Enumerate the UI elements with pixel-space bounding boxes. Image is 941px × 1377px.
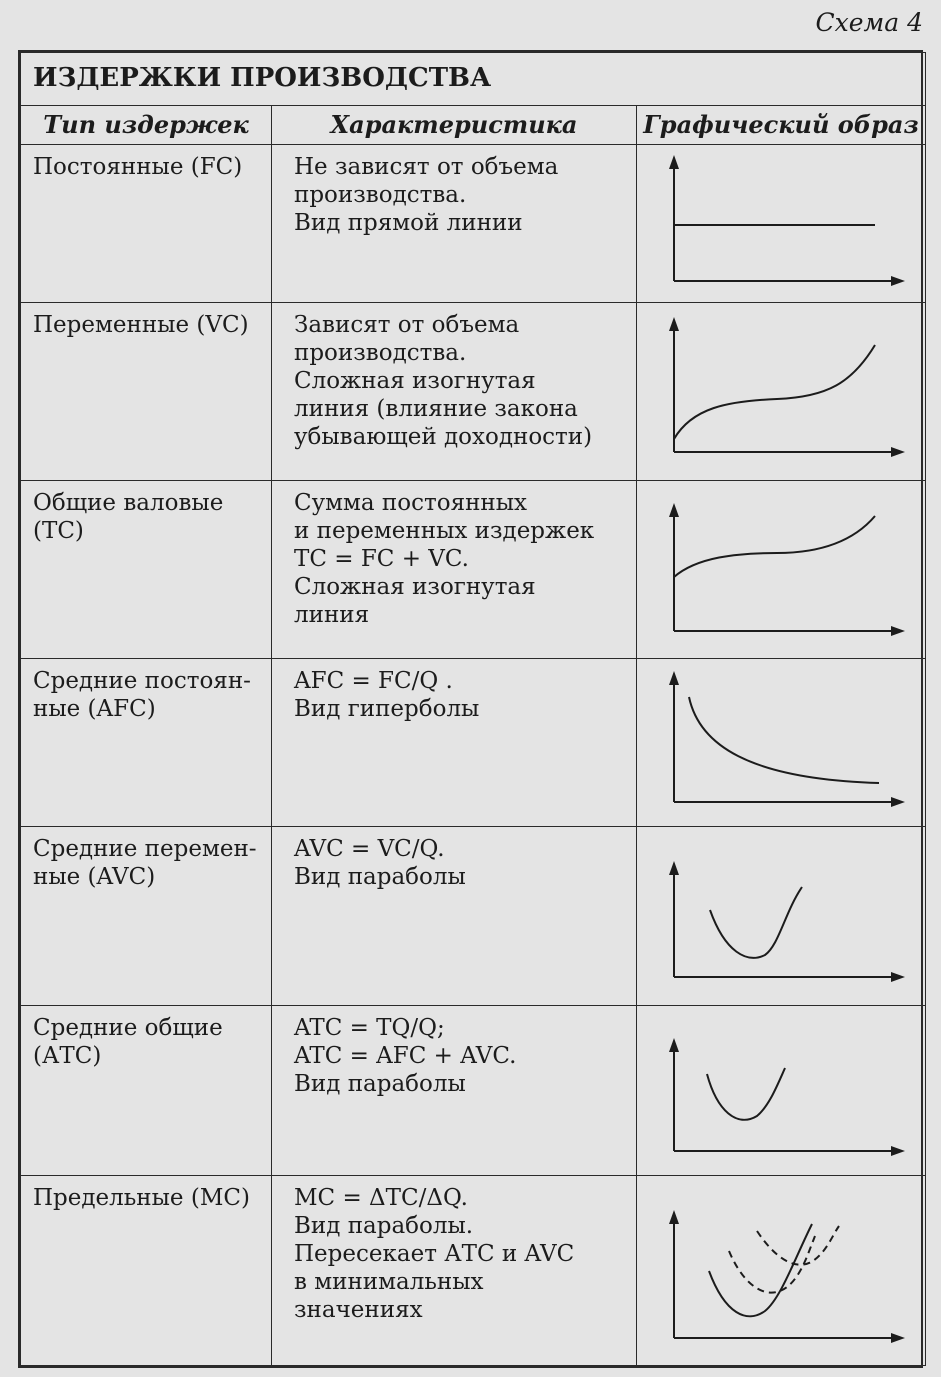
char-line: MC = ΔTC/ΔQ.	[294, 1184, 468, 1211]
y-arrow	[669, 317, 679, 331]
y-arrow	[669, 861, 679, 875]
type-line: (АТС)	[33, 1042, 102, 1069]
y-arrow	[669, 503, 679, 517]
type-cell	[21, 481, 272, 659]
char-line: Не зависят от объема	[294, 154, 559, 181]
x-arrow	[891, 972, 905, 982]
graph-cell	[637, 1175, 926, 1365]
tc-curve	[674, 516, 875, 577]
table-row	[21, 827, 926, 1005]
tc-graph	[637, 481, 926, 657]
characteristic-cell	[272, 827, 637, 1005]
char-line: TC = FC + VC.	[294, 546, 469, 573]
char-line: AVC = VC/Q.	[294, 836, 445, 863]
type-line: Предельные (МС)	[33, 1184, 250, 1211]
table-row	[21, 659, 926, 827]
char-line: в минимальных	[294, 1268, 484, 1295]
y-arrow	[669, 671, 679, 685]
char-line: линия (влияние закона	[294, 396, 578, 423]
x-arrow	[891, 626, 905, 636]
atc-graph	[637, 1006, 926, 1174]
vc-curve	[674, 345, 875, 439]
characteristic-cell	[272, 145, 637, 303]
graph-cell	[637, 827, 926, 1005]
char-line: значениях	[294, 1296, 423, 1323]
characteristic-cell	[272, 1005, 637, 1175]
char-line: Вид параболы	[294, 1070, 466, 1097]
y-arrow	[669, 1038, 679, 1052]
char-line: и переменных издержек	[294, 518, 595, 545]
x-arrow	[891, 1333, 905, 1343]
y-arrow	[669, 155, 679, 169]
char-line: AFC = FC/Q .	[294, 668, 453, 695]
avc-graph	[637, 827, 926, 1003]
characteristic-cell	[272, 481, 637, 659]
type-cell	[21, 827, 272, 1005]
costs-table	[18, 50, 923, 1368]
type-cell	[21, 1005, 272, 1175]
x-arrow	[891, 447, 905, 457]
table-row	[21, 481, 926, 659]
graph-cell	[637, 303, 926, 481]
type-cell	[21, 145, 272, 303]
afc-graph	[637, 659, 926, 825]
vc-graph	[637, 303, 926, 479]
type-line: (ТС)	[33, 518, 84, 545]
type-line: ные (AVC)	[33, 864, 156, 891]
type-line: Средние общие	[33, 1014, 223, 1041]
mc-curve	[709, 1224, 812, 1316]
type-cell	[21, 1175, 272, 1365]
char-line: Пересекает АТС и AVC	[294, 1240, 575, 1267]
char-line: производства.	[294, 182, 467, 209]
char-line: Вид параболы.	[294, 1212, 474, 1239]
type-cell	[21, 659, 272, 827]
x-arrow	[891, 1146, 905, 1156]
atc-curve	[707, 1068, 785, 1120]
char-line: производства.	[294, 340, 467, 367]
char-line: Сумма постоянных	[294, 490, 528, 517]
char-line: Сложная изогнутая	[294, 368, 536, 395]
characteristic-cell	[272, 659, 637, 827]
char-line: Зависят от объема	[294, 312, 520, 339]
type-line: ные (AFC)	[33, 696, 156, 723]
avc-curve	[710, 887, 802, 958]
table-row	[21, 1005, 926, 1175]
char-line: Сложная изогнутая	[294, 574, 536, 601]
char-line: линия	[294, 602, 370, 629]
table-row	[21, 1175, 926, 1365]
table-row	[21, 145, 926, 303]
char-line: убывающей доходности)	[294, 424, 593, 451]
fc-graph	[637, 145, 926, 301]
char-line: Вид параболы	[294, 864, 466, 891]
type-line: Средние постоян-	[33, 668, 251, 695]
characteristic-cell	[272, 1175, 637, 1365]
graph-cell	[637, 481, 926, 659]
y-arrow	[669, 1210, 679, 1224]
header-graph: Графический образ	[637, 105, 926, 144]
x-arrow	[891, 276, 905, 286]
type-cell	[21, 303, 272, 481]
char-line: ATC = TQ/Q;	[294, 1014, 445, 1041]
graph-cell	[637, 659, 926, 827]
mc-graph	[637, 1176, 926, 1364]
scheme-label: Схема 4	[815, 8, 923, 37]
type-line: Переменные (VC)	[33, 312, 249, 339]
char-line: ATC = AFC + AVC.	[294, 1042, 517, 1069]
graph-cell	[637, 145, 926, 303]
header-characteristic: Характеристика	[272, 105, 637, 144]
characteristic-cell	[272, 303, 637, 481]
char-line: Вид прямой линии	[294, 210, 523, 237]
afc-curve	[689, 697, 879, 783]
table-title: ИЗДЕРЖКИ ПРОИЗВОДСТВА	[21, 53, 926, 106]
header-type: Тип издержек	[21, 105, 272, 144]
table-row	[21, 303, 926, 481]
char-line: Вид гиперболы	[294, 696, 480, 723]
type-line: Общие валовые	[33, 490, 224, 517]
type-line: Постоянные (FC)	[33, 154, 243, 181]
type-line: Средние перемен-	[33, 836, 257, 863]
avc-dashed-curve	[757, 1226, 839, 1265]
graph-cell	[637, 1005, 926, 1175]
x-arrow	[891, 797, 905, 807]
